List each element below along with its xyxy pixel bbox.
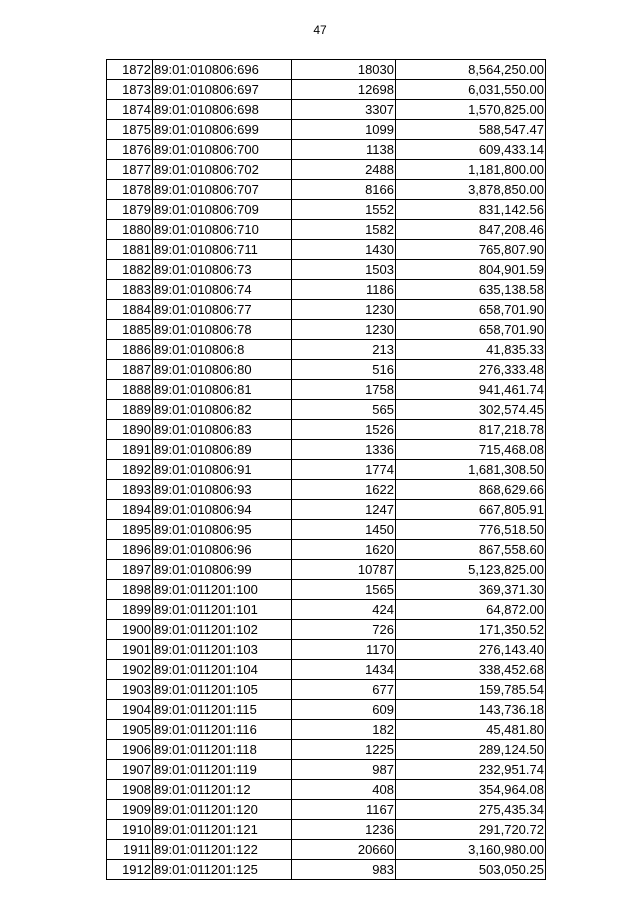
row-number-cell: 1891 bbox=[107, 440, 153, 460]
value-cell: 941,461.74 bbox=[396, 380, 546, 400]
area-cell: 1622 bbox=[292, 480, 396, 500]
row-number-cell: 1899 bbox=[107, 600, 153, 620]
row-number-cell: 1883 bbox=[107, 280, 153, 300]
value-cell: 765,807.90 bbox=[396, 240, 546, 260]
table-body bbox=[107, 60, 546, 880]
table-row bbox=[107, 340, 546, 360]
table-row bbox=[107, 440, 546, 460]
row-number-cell: 1894 bbox=[107, 500, 153, 520]
value-cell: 275,435.34 bbox=[396, 800, 546, 820]
cadastral-number-cell: 89:01:010806:80 bbox=[153, 360, 292, 380]
row-number-cell: 1898 bbox=[107, 580, 153, 600]
table-row bbox=[107, 740, 546, 760]
table-row bbox=[107, 500, 546, 520]
table-row bbox=[107, 620, 546, 640]
value-cell: 776,518.50 bbox=[396, 520, 546, 540]
cadastral-number-cell: 89:01:010806:711 bbox=[153, 240, 292, 260]
cadastral-number-cell: 89:01:010806:74 bbox=[153, 280, 292, 300]
cadastral-number-cell: 89:01:010806:709 bbox=[153, 200, 292, 220]
value-cell: 658,701.90 bbox=[396, 320, 546, 340]
row-number-cell: 1904 bbox=[107, 700, 153, 720]
area-cell: 8166 bbox=[292, 180, 396, 200]
value-cell: 338,452.68 bbox=[396, 660, 546, 680]
row-number-cell: 1873 bbox=[107, 80, 153, 100]
area-cell: 1620 bbox=[292, 540, 396, 560]
row-number-cell: 1885 bbox=[107, 320, 153, 340]
row-number-cell: 1889 bbox=[107, 400, 153, 420]
cadastral-number-cell: 89:01:010806:96 bbox=[153, 540, 292, 560]
cadastral-number-cell: 89:01:011201:105 bbox=[153, 680, 292, 700]
area-cell: 987 bbox=[292, 760, 396, 780]
cadastral-number-cell: 89:01:011201:115 bbox=[153, 700, 292, 720]
value-cell: 143,736.18 bbox=[396, 700, 546, 720]
area-cell: 10787 bbox=[292, 560, 396, 580]
row-number-cell: 1890 bbox=[107, 420, 153, 440]
value-cell: 609,433.14 bbox=[396, 140, 546, 160]
value-cell: 41,835.33 bbox=[396, 340, 546, 360]
area-cell: 1230 bbox=[292, 320, 396, 340]
row-number-cell: 1874 bbox=[107, 100, 153, 120]
row-number-cell: 1886 bbox=[107, 340, 153, 360]
table-row bbox=[107, 480, 546, 500]
cadastral-number-cell: 89:01:011201:104 bbox=[153, 660, 292, 680]
row-number-cell: 1893 bbox=[107, 480, 153, 500]
area-cell: 3307 bbox=[292, 100, 396, 120]
value-cell: 503,050.25 bbox=[396, 860, 546, 880]
cadastral-number-cell: 89:01:011201:101 bbox=[153, 600, 292, 620]
page-number: 47 bbox=[313, 23, 327, 37]
area-cell: 1526 bbox=[292, 420, 396, 440]
table-row bbox=[107, 680, 546, 700]
cadastral-number-cell: 89:01:010806:95 bbox=[153, 520, 292, 540]
area-cell: 182 bbox=[292, 720, 396, 740]
table-row bbox=[107, 120, 546, 140]
area-cell: 726 bbox=[292, 620, 396, 640]
row-number-cell: 1902 bbox=[107, 660, 153, 680]
area-cell: 1758 bbox=[292, 380, 396, 400]
area-cell: 213 bbox=[292, 340, 396, 360]
table-row bbox=[107, 700, 546, 720]
cadastral-number-cell: 89:01:010806:696 bbox=[153, 60, 292, 80]
value-cell: 276,143.40 bbox=[396, 640, 546, 660]
row-number-cell: 1911 bbox=[107, 840, 153, 860]
cadastral-number-cell: 89:01:011201:103 bbox=[153, 640, 292, 660]
value-cell: 232,951.74 bbox=[396, 760, 546, 780]
table-row bbox=[107, 280, 546, 300]
area-cell: 516 bbox=[292, 360, 396, 380]
cadastral-number-cell: 89:01:010806:73 bbox=[153, 260, 292, 280]
row-number-cell: 1872 bbox=[107, 60, 153, 80]
value-cell: 276,333.48 bbox=[396, 360, 546, 380]
cadastral-number-cell: 89:01:011201:118 bbox=[153, 740, 292, 760]
row-number-cell: 1884 bbox=[107, 300, 153, 320]
row-number-cell: 1882 bbox=[107, 260, 153, 280]
row-number-cell: 1910 bbox=[107, 820, 153, 840]
value-cell: 6,031,550.00 bbox=[396, 80, 546, 100]
value-cell: 847,208.46 bbox=[396, 220, 546, 240]
table-row bbox=[107, 860, 546, 880]
table-row bbox=[107, 320, 546, 340]
area-cell: 1774 bbox=[292, 460, 396, 480]
value-cell: 45,481.80 bbox=[396, 720, 546, 740]
area-cell: 609 bbox=[292, 700, 396, 720]
table-row bbox=[107, 380, 546, 400]
cadastral-number-cell: 89:01:010806:83 bbox=[153, 420, 292, 440]
area-cell: 1503 bbox=[292, 260, 396, 280]
table-row bbox=[107, 360, 546, 380]
area-cell: 565 bbox=[292, 400, 396, 420]
table-row bbox=[107, 780, 546, 800]
table-row bbox=[107, 240, 546, 260]
value-cell: 867,558.60 bbox=[396, 540, 546, 560]
row-number-cell: 1876 bbox=[107, 140, 153, 160]
area-cell: 1167 bbox=[292, 800, 396, 820]
table-row bbox=[107, 220, 546, 240]
table-row bbox=[107, 300, 546, 320]
area-cell: 12698 bbox=[292, 80, 396, 100]
row-number-cell: 1907 bbox=[107, 760, 153, 780]
value-cell: 804,901.59 bbox=[396, 260, 546, 280]
cadastral-number-cell: 89:01:011201:121 bbox=[153, 820, 292, 840]
value-cell: 3,160,980.00 bbox=[396, 840, 546, 860]
row-number-cell: 1906 bbox=[107, 740, 153, 760]
table-row bbox=[107, 540, 546, 560]
table-row bbox=[107, 720, 546, 740]
area-cell: 1186 bbox=[292, 280, 396, 300]
area-cell: 424 bbox=[292, 600, 396, 620]
table-row bbox=[107, 180, 546, 200]
table-row bbox=[107, 800, 546, 820]
value-cell: 291,720.72 bbox=[396, 820, 546, 840]
row-number-cell: 1903 bbox=[107, 680, 153, 700]
cadastral-number-cell: 89:01:010806:82 bbox=[153, 400, 292, 420]
cadastral-number-cell: 89:01:011201:12 bbox=[153, 780, 292, 800]
row-number-cell: 1880 bbox=[107, 220, 153, 240]
area-cell: 1450 bbox=[292, 520, 396, 540]
cadastral-number-cell: 89:01:011201:119 bbox=[153, 760, 292, 780]
cadastral-number-cell: 89:01:010806:699 bbox=[153, 120, 292, 140]
area-cell: 1430 bbox=[292, 240, 396, 260]
cadastral-number-cell: 89:01:010806:93 bbox=[153, 480, 292, 500]
area-cell: 1565 bbox=[292, 580, 396, 600]
value-cell: 1,681,308.50 bbox=[396, 460, 546, 480]
value-cell: 667,805.91 bbox=[396, 500, 546, 520]
cadastral-number-cell: 89:01:010806:698 bbox=[153, 100, 292, 120]
value-cell: 3,878,850.00 bbox=[396, 180, 546, 200]
table-row bbox=[107, 660, 546, 680]
area-cell: 1434 bbox=[292, 660, 396, 680]
value-cell: 715,468.08 bbox=[396, 440, 546, 460]
value-cell: 817,218.78 bbox=[396, 420, 546, 440]
value-cell: 635,138.58 bbox=[396, 280, 546, 300]
value-cell: 1,181,800.00 bbox=[396, 160, 546, 180]
value-cell: 369,371.30 bbox=[396, 580, 546, 600]
table-row bbox=[107, 60, 546, 80]
cadastral-number-cell: 89:01:010806:91 bbox=[153, 460, 292, 480]
cadastral-number-cell: 89:01:011201:116 bbox=[153, 720, 292, 740]
area-cell: 1236 bbox=[292, 820, 396, 840]
cadastral-number-cell: 89:01:011201:100 bbox=[153, 580, 292, 600]
area-cell: 1225 bbox=[292, 740, 396, 760]
area-cell: 1247 bbox=[292, 500, 396, 520]
row-number-cell: 1878 bbox=[107, 180, 153, 200]
table-row bbox=[107, 820, 546, 840]
row-number-cell: 1877 bbox=[107, 160, 153, 180]
value-cell: 5,123,825.00 bbox=[396, 560, 546, 580]
row-number-cell: 1912 bbox=[107, 860, 153, 880]
value-cell: 289,124.50 bbox=[396, 740, 546, 760]
area-cell: 2488 bbox=[292, 160, 396, 180]
area-cell: 1582 bbox=[292, 220, 396, 240]
table-row bbox=[107, 400, 546, 420]
row-number-cell: 1901 bbox=[107, 640, 153, 660]
table-row bbox=[107, 160, 546, 180]
cadastral-number-cell: 89:01:010806:89 bbox=[153, 440, 292, 460]
area-cell: 1230 bbox=[292, 300, 396, 320]
value-cell: 8,564,250.00 bbox=[396, 60, 546, 80]
value-cell: 588,547.47 bbox=[396, 120, 546, 140]
value-cell: 171,350.52 bbox=[396, 620, 546, 640]
row-number-cell: 1909 bbox=[107, 800, 153, 820]
row-number-cell: 1879 bbox=[107, 200, 153, 220]
cadastral-number-cell: 89:01:010806:94 bbox=[153, 500, 292, 520]
area-cell: 1170 bbox=[292, 640, 396, 660]
cadastral-number-cell: 89:01:010806:99 bbox=[153, 560, 292, 580]
row-number-cell: 1900 bbox=[107, 620, 153, 640]
area-cell: 1336 bbox=[292, 440, 396, 460]
row-number-cell: 1908 bbox=[107, 780, 153, 800]
table-row bbox=[107, 580, 546, 600]
cadastral-number-cell: 89:01:010806:8 bbox=[153, 340, 292, 360]
cadastral-number-cell: 89:01:011201:120 bbox=[153, 800, 292, 820]
row-number-cell: 1892 bbox=[107, 460, 153, 480]
table-row bbox=[107, 460, 546, 480]
value-cell: 1,570,825.00 bbox=[396, 100, 546, 120]
value-cell: 354,964.08 bbox=[396, 780, 546, 800]
row-number-cell: 1888 bbox=[107, 380, 153, 400]
area-cell: 1099 bbox=[292, 120, 396, 140]
cadastral-number-cell: 89:01:010806:77 bbox=[153, 300, 292, 320]
table-row bbox=[107, 200, 546, 220]
row-number-cell: 1897 bbox=[107, 560, 153, 580]
row-number-cell: 1875 bbox=[107, 120, 153, 140]
table-row bbox=[107, 840, 546, 860]
table-row bbox=[107, 760, 546, 780]
table-row bbox=[107, 100, 546, 120]
cadastral-number-cell: 89:01:010806:697 bbox=[153, 80, 292, 100]
cadastral-number-cell: 89:01:010806:707 bbox=[153, 180, 292, 200]
table-row bbox=[107, 560, 546, 580]
area-cell: 1552 bbox=[292, 200, 396, 220]
cadastral-number-cell: 89:01:011201:125 bbox=[153, 860, 292, 880]
value-cell: 868,629.66 bbox=[396, 480, 546, 500]
table-row bbox=[107, 260, 546, 280]
row-number-cell: 1905 bbox=[107, 720, 153, 740]
row-number-cell: 1895 bbox=[107, 520, 153, 540]
cadastral-number-cell: 89:01:011201:122 bbox=[153, 840, 292, 860]
value-cell: 64,872.00 bbox=[396, 600, 546, 620]
row-number-cell: 1896 bbox=[107, 540, 153, 560]
value-cell: 302,574.45 bbox=[396, 400, 546, 420]
cadastral-number-cell: 89:01:011201:102 bbox=[153, 620, 292, 640]
value-cell: 658,701.90 bbox=[396, 300, 546, 320]
area-cell: 20660 bbox=[292, 840, 396, 860]
area-cell: 677 bbox=[292, 680, 396, 700]
cadastral-number-cell: 89:01:010806:700 bbox=[153, 140, 292, 160]
row-number-cell: 1881 bbox=[107, 240, 153, 260]
row-number-cell: 1887 bbox=[107, 360, 153, 380]
table-row bbox=[107, 80, 546, 100]
value-cell: 831,142.56 bbox=[396, 200, 546, 220]
area-cell: 1138 bbox=[292, 140, 396, 160]
table-row bbox=[107, 640, 546, 660]
cadastral-number-cell: 89:01:010806:702 bbox=[153, 160, 292, 180]
area-cell: 408 bbox=[292, 780, 396, 800]
table-row bbox=[107, 520, 546, 540]
table-row bbox=[107, 140, 546, 160]
table-row bbox=[107, 420, 546, 440]
cadastral-number-cell: 89:01:010806:710 bbox=[153, 220, 292, 240]
data-table bbox=[106, 59, 546, 880]
value-cell: 159,785.54 bbox=[396, 680, 546, 700]
cadastral-number-cell: 89:01:010806:81 bbox=[153, 380, 292, 400]
area-cell: 983 bbox=[292, 860, 396, 880]
cadastral-number-cell: 89:01:010806:78 bbox=[153, 320, 292, 340]
table-row bbox=[107, 600, 546, 620]
area-cell: 18030 bbox=[292, 60, 396, 80]
